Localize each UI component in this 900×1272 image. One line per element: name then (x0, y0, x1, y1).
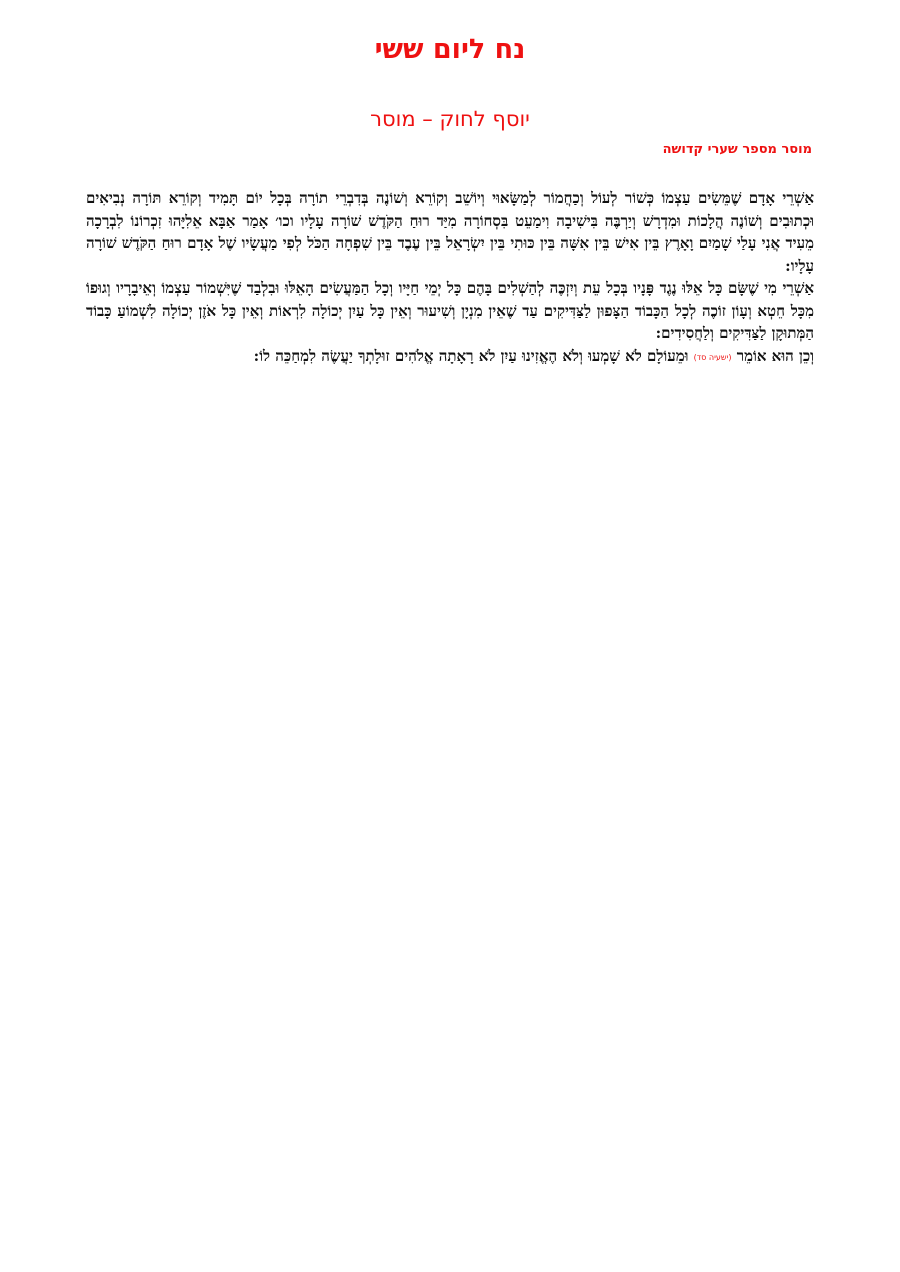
verse-citation: (ישעיה סד) (693, 352, 732, 362)
paragraph-2: אַשְׁרֵי מִי שֶׁשָּׂם כָּל אֵלּוּ נֶגֶד פָּנָיו בְּכָל עֵת וְיִזְכֶּה לְהַשְׁלִים בָּהֶם כָּל יְמֵי חַיָּיו וְכָל הַמַּעֲשִׂים הָאֵלּוּ וּבִלְבַד שֶׁיִּשְׁמוֹר עַצְמוֹ וְאֵיבָרָיו וְגוּפוֹ מִכָּל חֵטְא וְעָוֹן זוֹכֶה לְכָל הַכָּבוֹד הַצָּפוּן לַצַּדִּיקִים עַד שֶׁאֵין מִנְיָן וְשִׁיעוּר וְאֵין כָּל עַיִן יְכוֹלָה לִרְאוֹת וְאֵין כָּל אֹזֶן יְכוֹלָה לִשְׁמוֹעַ כָּבוֹד הַמְּתוּקָן לַצַּדִּיקִים וְלַחֲסִידִים: (86, 279, 814, 342)
source-label: מוסר מספר שערי קדושה (662, 142, 812, 157)
section-subtitle: יוסף לחוק – מוסר (370, 107, 530, 131)
paragraph-3-end: וּמֵעוֹלָם לֹא שָׁמְעוּ וְלֹא הֶאֱזִינוּ עַיִן לֹא רָאָתָה אֱלֹהִים זוּלָתְךָ יַעֲשֶׂה לִמְחַכֵּה לוֹ: (253, 346, 689, 365)
body-text (86, 187, 814, 369)
paragraph-1: אַשְׁרֵי אָדָם שֶׁמֵּשִׂים עַצְמוֹ כְּשׁוֹר לְעוֹל וְכַחֲמוֹר לְמַשָּׂאוּי וְיוֹשֵׁב וְקוֹרֵא וְשׁוֹנֶה בְּדִבְרֵי תוֹרָה בְּכָל יוֹם תָּמִיד וְקוֹרֵא תּוֹרָה נְבִיאִים וּכְתוּבִים וְשׁוֹנֶה הֲלָכוֹת וּמִדְרָשׁ וְיַרְבֶּה בִּישִׁיבָה וִימַעֵט בִּסְחוֹרָה מִיַּד רוּחַ הַקֹּדֶשׁ שׁוֹרָה עָלָיו וכו׳ אָמַר אַבָּא אֵלִיָּהוּ זִכְרוֹנוֹ לִבְרָכָה מֵעִיד אֲנִי עָלַי שָׁמַיִם וָאָרֶץ בֵּין אִישׁ בֵּין אִשָּׁה בֵּין כּוּתִי בֵּין יִשְׂרָאֵל בֵּין עֶבֶד בֵּין שִׁפְחָה הַכֹּל לְפִי מַעֲשָׂיו שֶׁל אָדָם רוּחַ הַקֹּדֶשׁ שׁוֹרָה עָלָיו: (86, 189, 814, 275)
page-title: נח ליום ששי (374, 34, 526, 65)
paragraph-3 (86, 345, 814, 370)
paragraph-3-start: וְכֵן הוּא אוֹמֵר (736, 346, 814, 365)
